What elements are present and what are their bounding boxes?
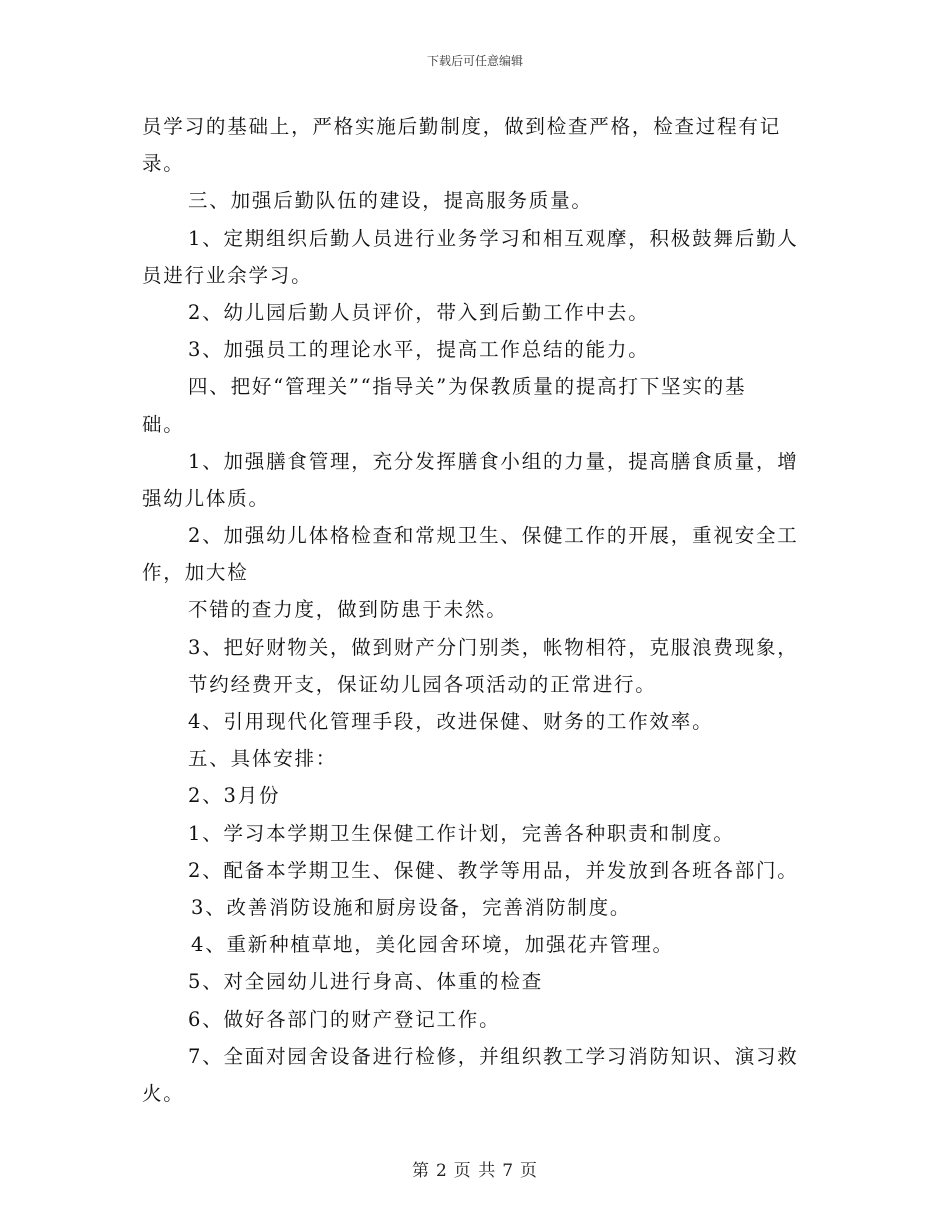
footer-middle: 页 共: [453, 1161, 497, 1181]
text-line: 3、加强员工的理论水平，提高工作总结的能力。: [188, 338, 650, 362]
text-line: 2、幼儿园后勤人员评价，带入到后勤工作中去。: [188, 300, 650, 324]
text-line: 五、具体安排：: [188, 747, 338, 771]
text-line: 4、重新种植草地，美化园舍环境，加强花卉管理。: [191, 933, 674, 957]
text-line: 三、加强后勤队伍的建设，提高服务质量。: [188, 189, 593, 213]
footer-total-pages: 7: [502, 1161, 515, 1181]
footer-prefix: 第: [411, 1161, 430, 1181]
text-line: 3、改善消防设施和厨房设备，完善消防制度。: [191, 895, 632, 919]
text-line: 员学习的基础上，严格实施后勤制度，做到检查严格，检查过程有记: [142, 115, 782, 138]
text-line: 1、加强膳食管理，充分发挥膳食小组的力量，提高膳食质量，增: [188, 449, 799, 473]
text-line: 础。: [142, 412, 185, 436]
text-line: 1、定期组织后勤人员进行业务学习和相互观摩，积极鼓舞后勤人: [188, 226, 799, 250]
text-line: 员进行业余学习。: [142, 263, 313, 287]
text-line: 7、全面对园舍设备进行检修，并组织教工学习消防知识、演习救: [188, 1044, 799, 1068]
page-header: 下载后可任意编辑: [426, 54, 523, 68]
text-line: 4、引用现代化管理手段，改进保健、财务的工作效率。: [188, 710, 714, 733]
text-line: 2、配备本学期卫生、保健、教学等用品，并发放到各班各部门。: [188, 858, 799, 882]
page-footer: [0, 1156, 950, 1181]
text-line: 录。: [142, 152, 185, 176]
text-line: 2、加强幼儿体格检查和常规卫生、保健工作的开展，重视安全工: [188, 524, 799, 548]
text-line: 3、把好财物关，做到财产分门别类，帐物相符，克服浪费现象，: [188, 635, 799, 659]
text-line: 2、3月份: [188, 784, 281, 808]
text-line: 作，加大检: [142, 561, 249, 585]
text-line: 1、学习本学期卫生保健工作计划，完善各种职责和制度。: [188, 821, 735, 845]
footer-suffix: 页: [520, 1161, 539, 1181]
text-line: 不错的查力度，做到防患于未然。: [188, 598, 508, 622]
document-body: [142, 108, 822, 1112]
text-line: 6、做好各部门的财产登记工作。: [188, 1007, 501, 1031]
text-line: 5、对全园幼儿进行身高、体重的检查: [188, 970, 544, 994]
text-line: 火。: [142, 1081, 185, 1105]
text-line: 强幼儿体质。: [142, 486, 270, 510]
text-line: 四、把好“管理关”“指导关”为保教质量的提高打下坚实的基: [188, 375, 747, 399]
footer-page-number: 2: [435, 1161, 448, 1181]
text-line: 节约经费开支，保证幼儿园各项活动的正常进行。: [188, 672, 657, 696]
